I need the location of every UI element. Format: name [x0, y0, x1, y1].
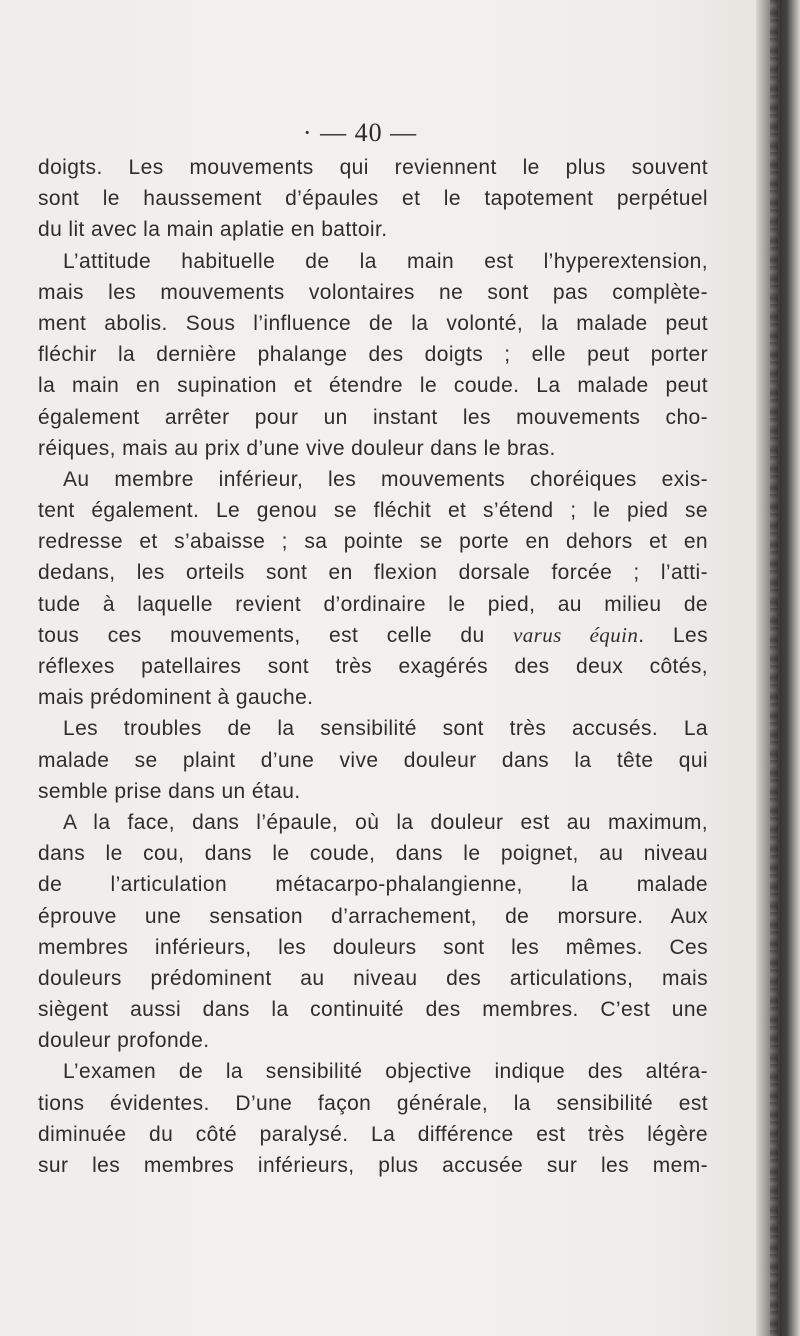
- text-line: L’examen de la sensibilité objective indique des altéra-: [63, 1060, 708, 1084]
- text-line: douleur profonde.: [38, 1029, 210, 1053]
- text-line: membres inférieurs, les douleurs sont les mêmes. Ces: [38, 935, 708, 959]
- text-segment: . Les: [638, 623, 708, 647]
- text-line: siègent aussi dans la continuité des membres. C’est une: [38, 998, 708, 1022]
- book-binding-edge: [756, 0, 800, 1336]
- text-line: mais prédominent à gauche.: [38, 686, 314, 710]
- italic-term: varus équin: [513, 622, 639, 647]
- text-line: la main en supination et étendre le coude. La malade peut: [38, 374, 708, 398]
- text-line: redresse et s’abaisse ; sa pointe se porte en dehors et en: [38, 530, 708, 554]
- text-line: A la face, dans l’épaule, où la douleur est au maximum,: [63, 810, 708, 834]
- text-line: mais les mouvements volontaires ne sont pas complète-: [38, 280, 708, 304]
- text-line: fléchir la dernière phalange des doigts ; elle peut porter: [38, 343, 708, 367]
- text-line: malade se plaint d’une vive douleur dans la tête qui: [38, 748, 708, 772]
- text-line: semble prise dans un étau.: [38, 779, 301, 803]
- text-line: sont le haussement d’épaules et le tapotement perpétuel: [38, 187, 708, 211]
- text-line: éprouve une sensation d’arrachement, de morsure. Aux: [38, 904, 708, 928]
- text-line: Les troubles de la sensibilité sont très accusés. La: [63, 717, 708, 741]
- text-line: tent également. Le genou se fléchit et s’étend ; le pied se: [38, 499, 708, 523]
- text-line: ment abolis. Sous l’influence de la volonté, la malade peut: [38, 311, 708, 335]
- text-line: [38, 620, 708, 651]
- text-line: dans le cou, dans le coude, dans le poignet, au niveau: [38, 842, 708, 866]
- text-line: L’attitude habituelle de la main est l’hyperextension,: [63, 249, 708, 273]
- text-line: sur les membres inférieurs, plus accusée sur les mem-: [38, 1154, 708, 1177]
- text-line: doigts. Les mouvements qui reviennent le plus souvent: [38, 156, 708, 179]
- text-line: douleurs prédominent au niveau des articulations, mais: [38, 966, 708, 990]
- text-line: du lit avec la main aplatie en battoir.: [38, 218, 388, 242]
- text-line: dedans, les orteils sont en flexion dorsale forcée ; l’atti-: [38, 561, 708, 585]
- text-line: Au membre inférieur, les mouvements choréiques exis-: [63, 467, 708, 491]
- text-line: tude à laquelle revient d’ordinaire le pied, au milieu de: [38, 592, 708, 616]
- body-text: [38, 152, 708, 1181]
- text-line: diminuée du côté paralysé. La différence est très légère: [38, 1122, 708, 1146]
- text-segment: tous ces mouvements, est celle du: [38, 623, 514, 647]
- text-line: de l’articulation métacarpo-phalangienne, la malade: [38, 873, 708, 897]
- text-line: également arrêter pour un instant les mouvements cho-: [38, 405, 708, 429]
- page-number-header: · — 40 —: [302, 118, 418, 147]
- text-line: réflexes patellaires sont très exagérés des deux côtés,: [38, 655, 708, 678]
- text-line: tions évidentes. D’une façon générale, la sensibilité est: [38, 1091, 708, 1115]
- text-line: réiques, mais au prix d’une vive douleur dans le bras.: [38, 436, 556, 460]
